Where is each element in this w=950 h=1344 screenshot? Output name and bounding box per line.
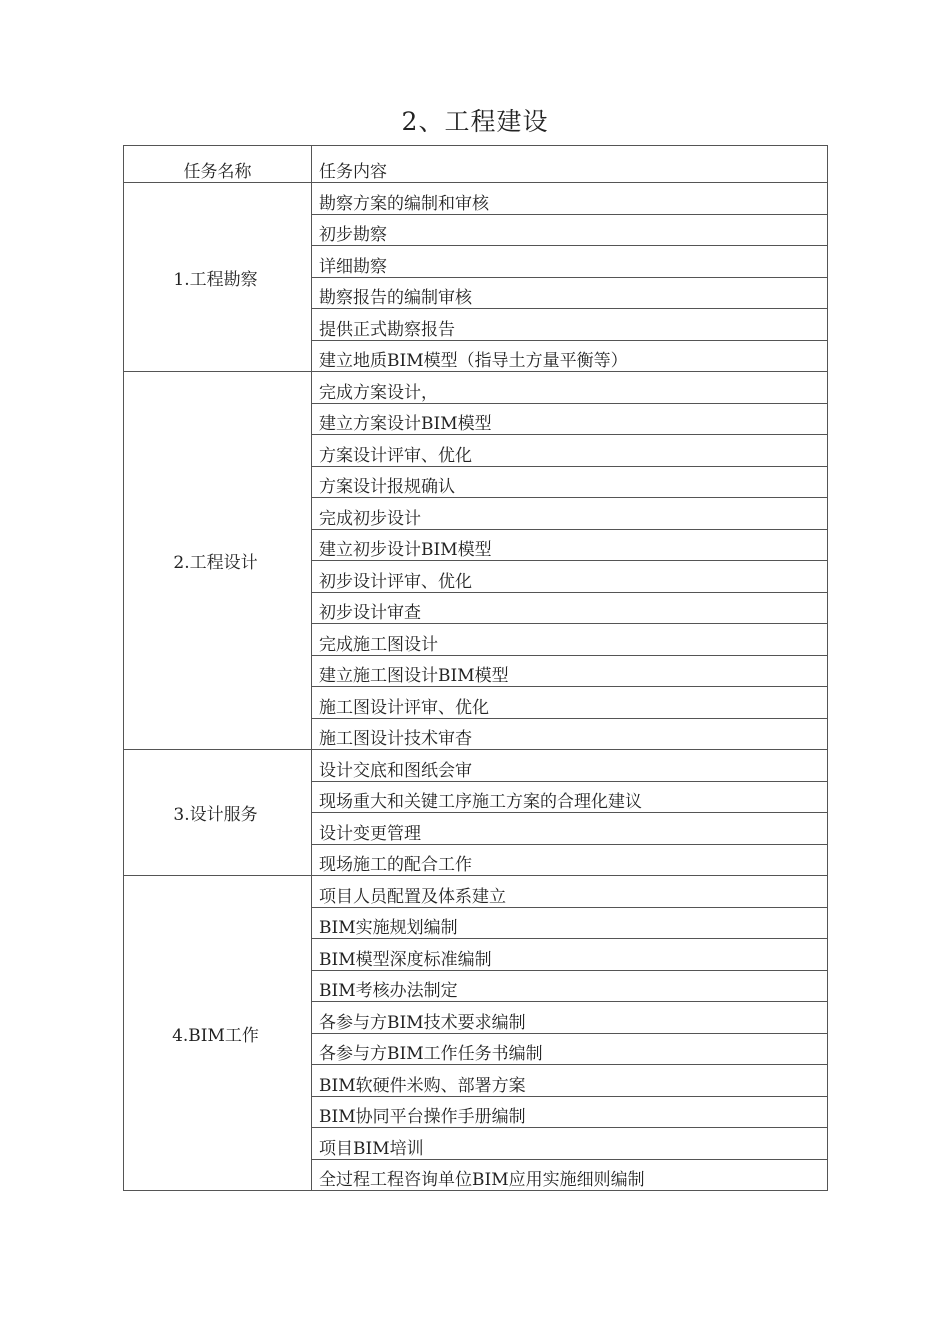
task-item: BIM软硬件米购、部署方案 — [312, 1065, 828, 1097]
task-item: 方案设计评审、优化 — [312, 435, 828, 467]
task-item: 建立施工图设计BIM模型 — [312, 655, 828, 687]
task-item: 各参与方BIM技术要求编制 — [312, 1002, 828, 1034]
table-body — [124, 183, 828, 1191]
task-item: 各参与方BIM工作任务书编制 — [312, 1033, 828, 1065]
task-item: 建立方案设计BIM模型 — [312, 403, 828, 435]
task-group-name: 4.BIM工作 — [124, 876, 312, 1191]
task-item: 现场施工的配合工作 — [312, 844, 828, 876]
table-row — [124, 750, 828, 782]
task-item: 完成施工图设计 — [312, 624, 828, 656]
task-group-name: 1.工程勘察 — [124, 183, 312, 372]
task-item: 设计变更管理 — [312, 813, 828, 845]
task-item: 建立初步设计BIM模型 — [312, 529, 828, 561]
task-item: BIM实施规划编制 — [312, 907, 828, 939]
task-group-name: 2.工程设计 — [124, 372, 312, 750]
task-item: 完成初步设计 — [312, 498, 828, 530]
table-row — [124, 876, 828, 908]
table-row — [124, 372, 828, 404]
page-title: 2、工程建设 — [401, 107, 549, 136]
task-item: 建立地质BIM模型（指导土方量平衡等） — [312, 340, 828, 372]
task-item: 设计交底和图纸会审 — [312, 750, 828, 782]
task-item: 初步设计评审、优化 — [312, 561, 828, 593]
header-task-name: 任务名称 — [124, 146, 312, 183]
task-item: 项目BIM培训 — [312, 1128, 828, 1160]
task-group-name: 3.设计服务 — [124, 750, 312, 876]
task-item: 完成方案设计， — [312, 372, 828, 404]
task-item: 全过程工程咨询单位BIM应用实施细则编制 — [312, 1159, 828, 1191]
task-item: 方案设计报规确认 — [312, 466, 828, 498]
task-table — [123, 145, 828, 1191]
task-item: 详细勘察 — [312, 246, 828, 278]
task-item: BIM协同平台操作手册编制 — [312, 1096, 828, 1128]
task-item: 施工图设计评审、优化 — [312, 687, 828, 719]
task-item: 施工图设计技术审杳 — [312, 718, 828, 750]
header-task-content: 任务内容 — [312, 146, 828, 183]
task-item: 项目人员配置及体系建立 — [312, 876, 828, 908]
task-item: 初步设计审查 — [312, 592, 828, 624]
task-item: 初步勘察 — [312, 214, 828, 246]
task-item: 勘察方案的编制和审核 — [312, 183, 828, 215]
task-item: 提供正式勘察报告 — [312, 309, 828, 341]
task-item: 现场重大和关键工序施工方案的合理化建议 — [312, 781, 828, 813]
table-header-row — [124, 146, 828, 183]
table-row — [124, 183, 828, 215]
task-item: BIM模型深度标准编制 — [312, 939, 828, 971]
task-item: 勘察报告的编制审核 — [312, 277, 828, 309]
task-item: BIM考核办法制定 — [312, 970, 828, 1002]
